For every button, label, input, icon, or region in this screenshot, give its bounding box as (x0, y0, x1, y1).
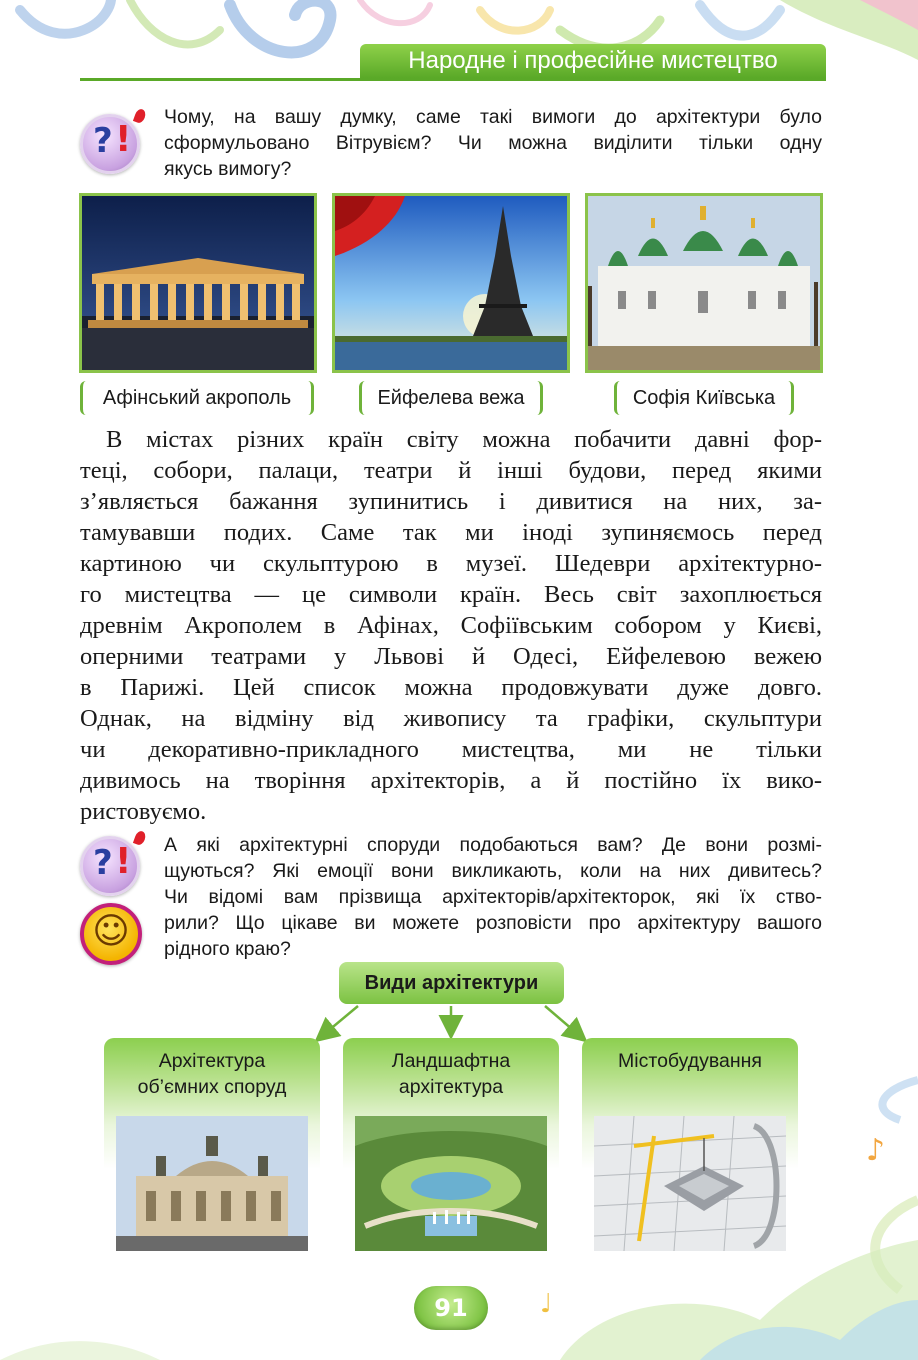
paragraph-line: дивимось на творіння архітекторів, а й постійно їх вико- (80, 767, 822, 794)
paragraph-line: ристовуємо. (80, 798, 207, 825)
paragraph-line: чи декоративно-прикладного мистецтва, ми не тільки (80, 736, 822, 763)
card-title-line: Ландшафтна (391, 1050, 511, 1072)
question-2-line: щуються? Які емоції вони викликають, коли на них дивитесь? (164, 860, 822, 882)
card-volumetric-architecture (104, 1038, 320, 1256)
question-exclamation-icon: ? ! (80, 836, 140, 896)
paragraph-line: В містах різних країн світу можна побачити давні фор- (106, 426, 822, 453)
card-title-line: Містобудування (618, 1050, 762, 1072)
question-2-line: А які архітектурні споруди подобаються вам? Де вони розмі- (164, 834, 822, 856)
card-landscape-architecture (343, 1038, 559, 1256)
question-1-line: сформульовано Вітрувієм? Чи можна виділити тільки одну (164, 132, 822, 154)
opera-house-image (116, 1116, 308, 1251)
paragraph-line: го мистецтва — це символи країн. Весь світ захоплюється (80, 581, 822, 608)
smiley-icon: ☺ (80, 903, 142, 965)
paragraph-line: оперними театрами у Львові й Одесі, Ейфелевою вежею (80, 643, 822, 670)
construction-blueprint-image (594, 1116, 786, 1251)
paragraph-line: Однак, на відміну від живопису та графіки, скульптури (80, 705, 822, 732)
question-2-line: Чи відомі вам прізвища архітекторів/архітекторок, які їх ство- (164, 886, 822, 908)
card-title-line: об’ємних споруд (137, 1076, 287, 1098)
card-title-line: Архітектура (158, 1050, 266, 1072)
svg-text:♩: ♩ (540, 1289, 553, 1319)
question-2-line: рідного краю? (164, 938, 291, 960)
paragraph-line: картиною чи скульптурою в музеї. Шедеври архітектурно- (80, 550, 822, 577)
paragraph-line: тамувавши подих. Саме так ми іноді зупиняємось перед (80, 519, 822, 546)
card-title-line: архітектура (398, 1076, 504, 1098)
question-2-line: рили? Що цікаве ви можете розповісти про архітектуру вашого (164, 912, 822, 934)
question-1-line: Чому, на вашу думку, саме такі вимоги до архітектури було (164, 106, 822, 128)
arrow-left (322, 1006, 358, 1036)
paragraph-line: з’являється бажання зупинитись і дивитися на них, за- (80, 488, 822, 515)
page-number: 91 (414, 1286, 488, 1330)
caption-sofia: Софія Київська (614, 381, 794, 415)
card-title (343, 1048, 559, 1100)
caption-acropolis: Афінський акрополь (80, 381, 314, 415)
paragraph-line: древнім Акрополем в Афінах, Софіївським собором у Києві, (80, 612, 822, 639)
question-1-line: якусь вимогу? (164, 158, 292, 180)
card-urban-planning (582, 1038, 798, 1256)
park-image (355, 1116, 547, 1251)
diagram-title: Види архітектури (339, 962, 564, 1004)
caption-eiffel: Ейфелева вежа (359, 381, 543, 415)
card-title (104, 1048, 320, 1100)
svg-text:♪: ♪ (866, 1133, 886, 1168)
paragraph-line: теці, собори, палаци, театри й інші будови, перед якими (80, 457, 822, 484)
question-exclamation-icon: ? ! (80, 114, 140, 174)
arrow-right (545, 1006, 580, 1036)
card-title (582, 1048, 798, 1074)
paragraph-line: в Парижі. Цей список можна продовжувати дуже довго. (80, 674, 822, 701)
chapter-banner: Народне і професійне мистецтво (360, 44, 826, 78)
